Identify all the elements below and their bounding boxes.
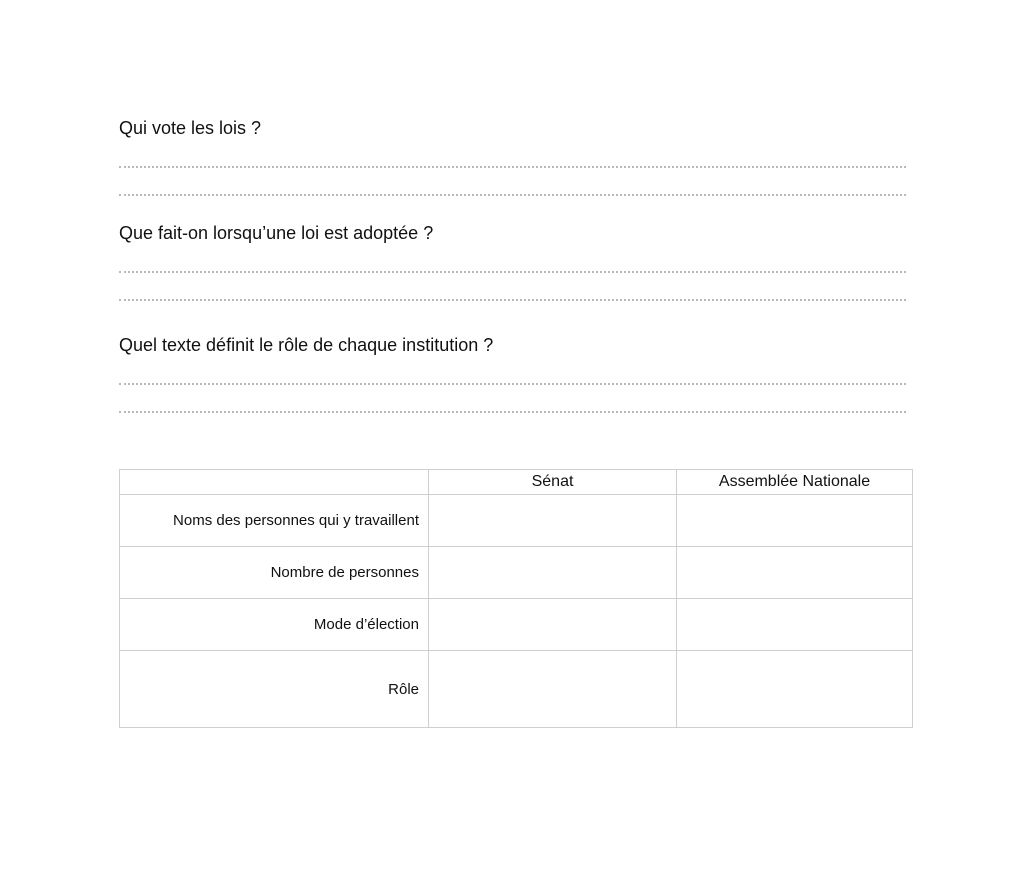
cell-noms-assemblee[interactable]: [677, 495, 913, 547]
row-label-mode: Mode d’élection: [120, 599, 429, 651]
question-2: Que fait-on lorsqu’une loi est adoptée ?: [119, 223, 434, 243]
answer-line-2a[interactable]: [119, 271, 906, 273]
answer-line-3b[interactable]: [119, 411, 906, 413]
comparison-table: [119, 469, 913, 728]
table-header-assemblee: Assemblée Nationale: [677, 470, 913, 495]
table-row: [120, 599, 913, 651]
answer-line-2b[interactable]: [119, 299, 906, 301]
answer-line-1a[interactable]: [119, 166, 906, 168]
question-1: Qui vote les lois ?: [119, 118, 262, 138]
row-label-noms: Noms des personnes qui y travaillent: [120, 495, 429, 547]
table-header-row: [120, 470, 913, 495]
cell-mode-senat[interactable]: [429, 599, 677, 651]
table-header-senat: Sénat: [429, 470, 677, 495]
question-3: Quel texte définit le rôle de chaque institution ?: [119, 335, 494, 355]
cell-mode-assemblee[interactable]: [677, 599, 913, 651]
table-row: [120, 547, 913, 599]
table-row: [120, 651, 913, 728]
table-header-empty: [120, 470, 429, 495]
cell-role-assemblee[interactable]: [677, 651, 913, 728]
cell-nombre-senat[interactable]: [429, 547, 677, 599]
table-row: [120, 495, 913, 547]
row-label-nombre: Nombre de personnes: [120, 547, 429, 599]
cell-noms-senat[interactable]: [429, 495, 677, 547]
row-label-role: Rôle: [120, 651, 429, 728]
cell-nombre-assemblee[interactable]: [677, 547, 913, 599]
answer-line-3a[interactable]: [119, 383, 906, 385]
cell-role-senat[interactable]: [429, 651, 677, 728]
answer-line-1b[interactable]: [119, 194, 906, 196]
